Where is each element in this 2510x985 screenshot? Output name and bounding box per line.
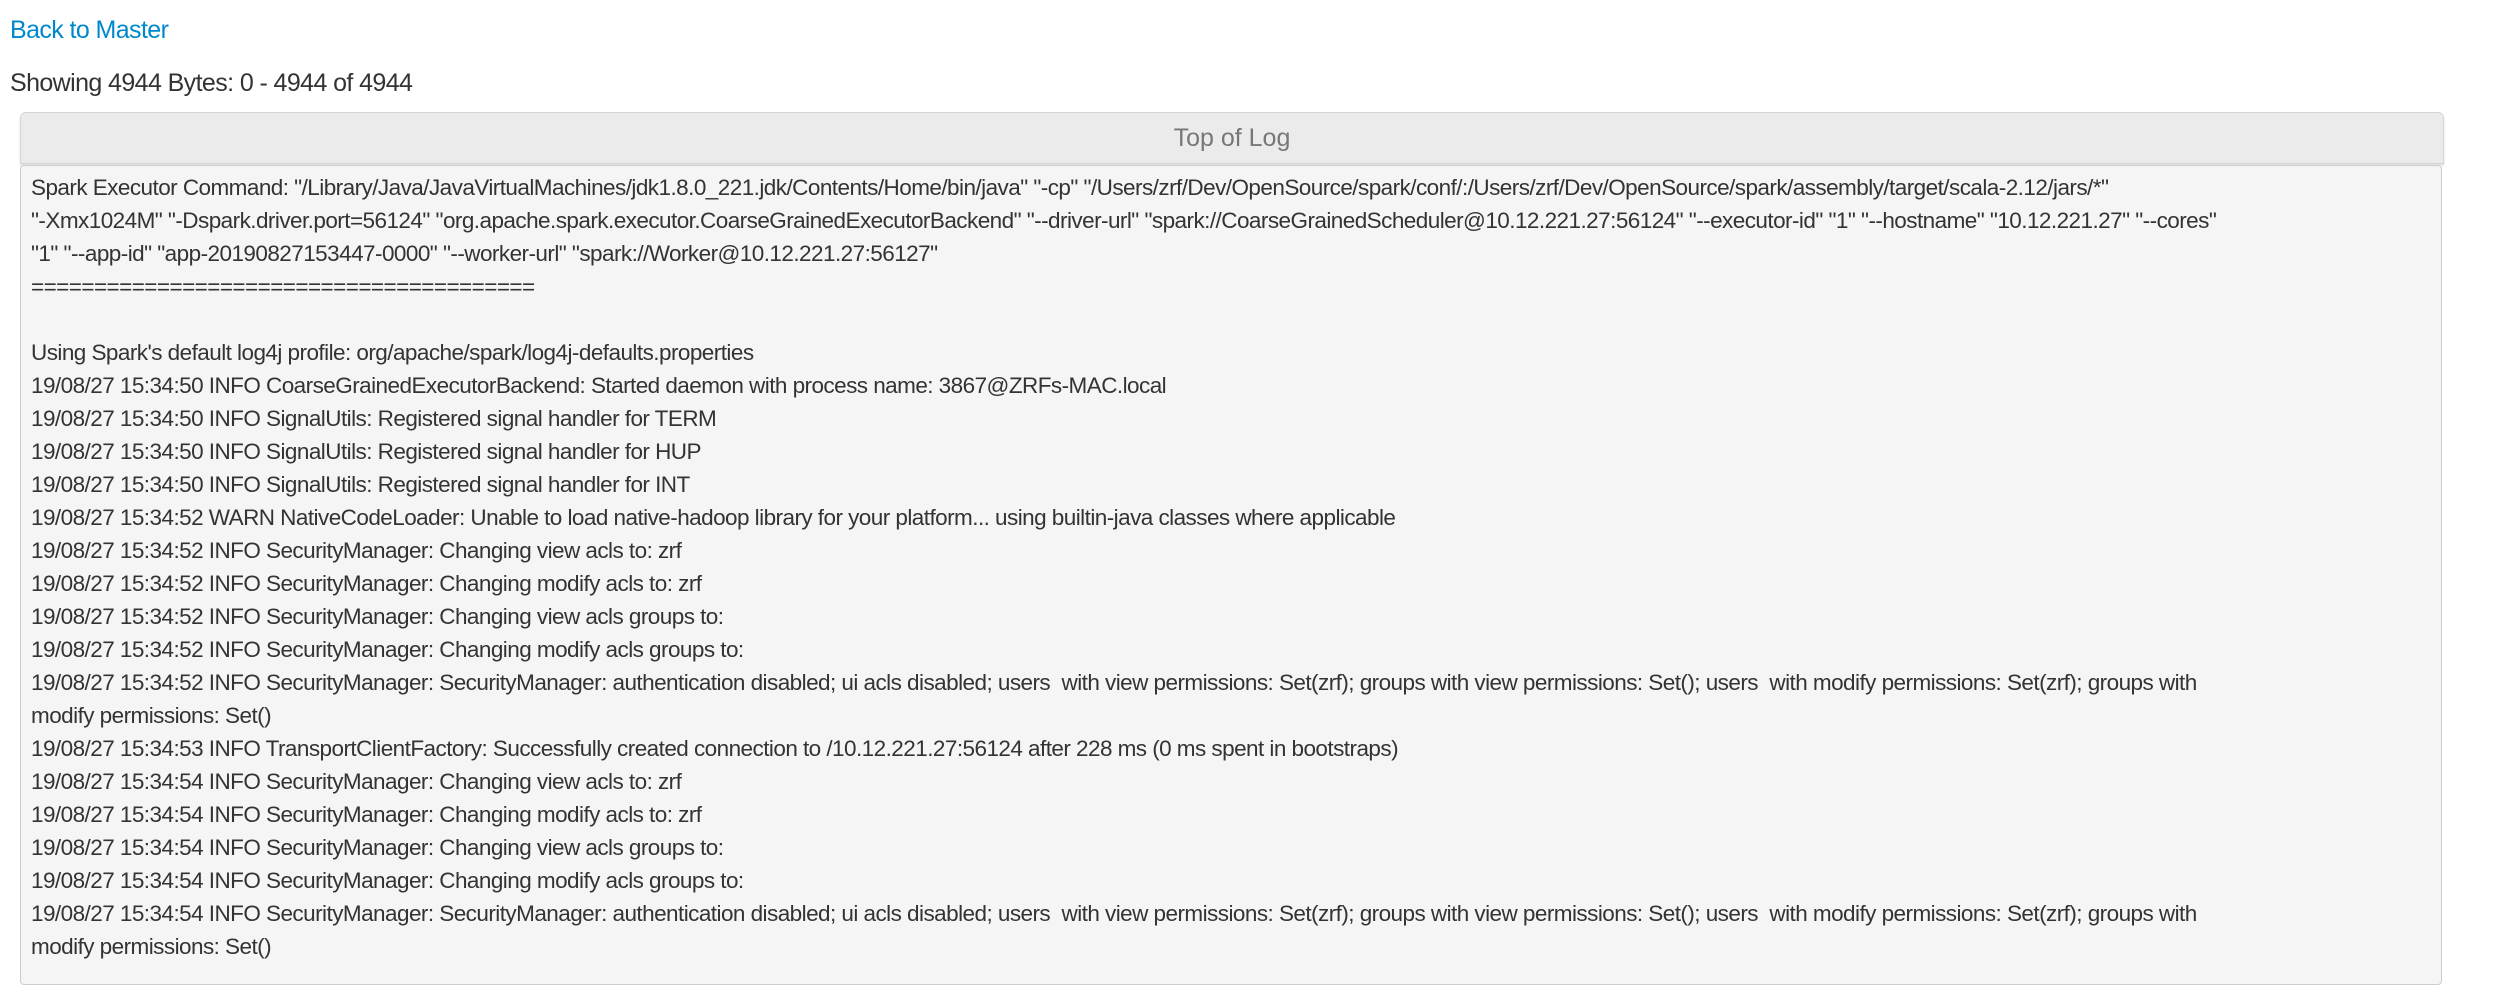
top-of-log-label: Top of Log xyxy=(1173,124,1291,152)
log-line: 19/08/27 15:34:54 INFO SecurityManager: SecurityManager: authentication disabled; ui acls disabled; users with view permissions: Set(zrf); groups with view permissions: Set(); users with modify permissions: Set(zrf); groups with xyxy=(31,901,2197,926)
log-line: 19/08/27 15:34:54 INFO SecurityManager: Changing view acls to: zrf xyxy=(31,769,682,794)
log-line: ======================================== xyxy=(31,274,535,299)
log-line: 19/08/27 15:34:50 INFO SignalUtils: Registered signal handler for INT xyxy=(31,472,690,497)
log-line: 19/08/27 15:34:54 INFO SecurityManager: Changing modify acls to: zrf xyxy=(31,802,702,827)
log-line: 19/08/27 15:34:52 INFO SecurityManager: Changing modify acls to: zrf xyxy=(31,571,702,596)
log-line xyxy=(31,303,2431,336)
log-line: modify permissions: Set() xyxy=(31,703,272,728)
log-line: 19/08/27 15:34:52 WARN NativeCodeLoader: Unable to load native-hadoop library for your platform... using builtin-java classes where applicable xyxy=(31,505,1396,530)
log-line: "1" "--app-id" "app-20190827153447-0000" "--worker-url" "spark://Worker@10.12.221.27:56127" xyxy=(31,241,938,266)
log-line: 19/08/27 15:34:52 INFO SecurityManager: Changing view acls to: zrf xyxy=(31,538,682,563)
log-line: 19/08/27 15:34:52 INFO SecurityManager: Changing view acls groups to: xyxy=(31,604,730,629)
log-line: 19/08/27 15:34:54 INFO SecurityManager: Changing view acls groups to: xyxy=(31,835,730,860)
log-line: "-Xmx1024M" "-Dspark.driver.port=56124" "org.apache.spark.executor.CoarseGrainedExecutorBackend" "--driver-url" "spark://CoarseGrainedScheduler@10.12.221.27:56124" "--executor-id" "1" "--hostname" "10.12.221.27" "--cores" xyxy=(31,208,2217,233)
log-line: 19/08/27 15:34:50 INFO SignalUtils: Registered signal handler for HUP xyxy=(31,439,701,464)
log-line: 19/08/27 15:34:52 INFO SecurityManager: SecurityManager: authentication disabled; ui acls disabled; users with view permissions: Set(zrf); groups with view permissions: Set(); users with modify permissions: Set(zrf); groups with xyxy=(31,670,2197,695)
log-line: 19/08/27 15:34:52 INFO SecurityManager: Changing modify acls groups to: xyxy=(31,637,750,662)
log-content xyxy=(20,165,2442,985)
byte-range-summary: Showing 4944 Bytes: 0 - 4944 of 4944 xyxy=(10,69,413,97)
log-line: 19/08/27 15:34:54 INFO SecurityManager: Changing modify acls groups to: xyxy=(31,868,750,893)
top-of-log-button[interactable] xyxy=(20,112,2444,164)
log-line: 19/08/27 15:34:50 INFO CoarseGrainedExecutorBackend: Started daemon with process name: 3867@ZRFs-MAC.local xyxy=(31,373,1167,398)
back-to-master-link[interactable]: Back to Master xyxy=(10,16,169,44)
log-line: 19/08/27 15:34:53 INFO TransportClientFactory: Successfully created connection to /10.12.221.27:56124 after 228 ms (0 ms spent in bootstraps) xyxy=(31,736,1399,761)
log-line: 19/08/27 15:34:50 INFO SignalUtils: Registered signal handler for TERM xyxy=(31,406,717,431)
log-line: modify permissions: Set() xyxy=(31,934,272,959)
log-line: Using Spark's default log4j profile: org/apache/spark/log4j-defaults.properties xyxy=(31,340,754,365)
log-line: Spark Executor Command: "/Library/Java/JavaVirtualMachines/jdk1.8.0_221.jdk/Contents/Home/bin/java" "-cp" "/Users/zrf/Dev/OpenSource/spark/conf/:/Users/zrf/Dev/OpenSource/spark/assembly/target/scala-2.12/jars/*" xyxy=(31,175,2109,200)
